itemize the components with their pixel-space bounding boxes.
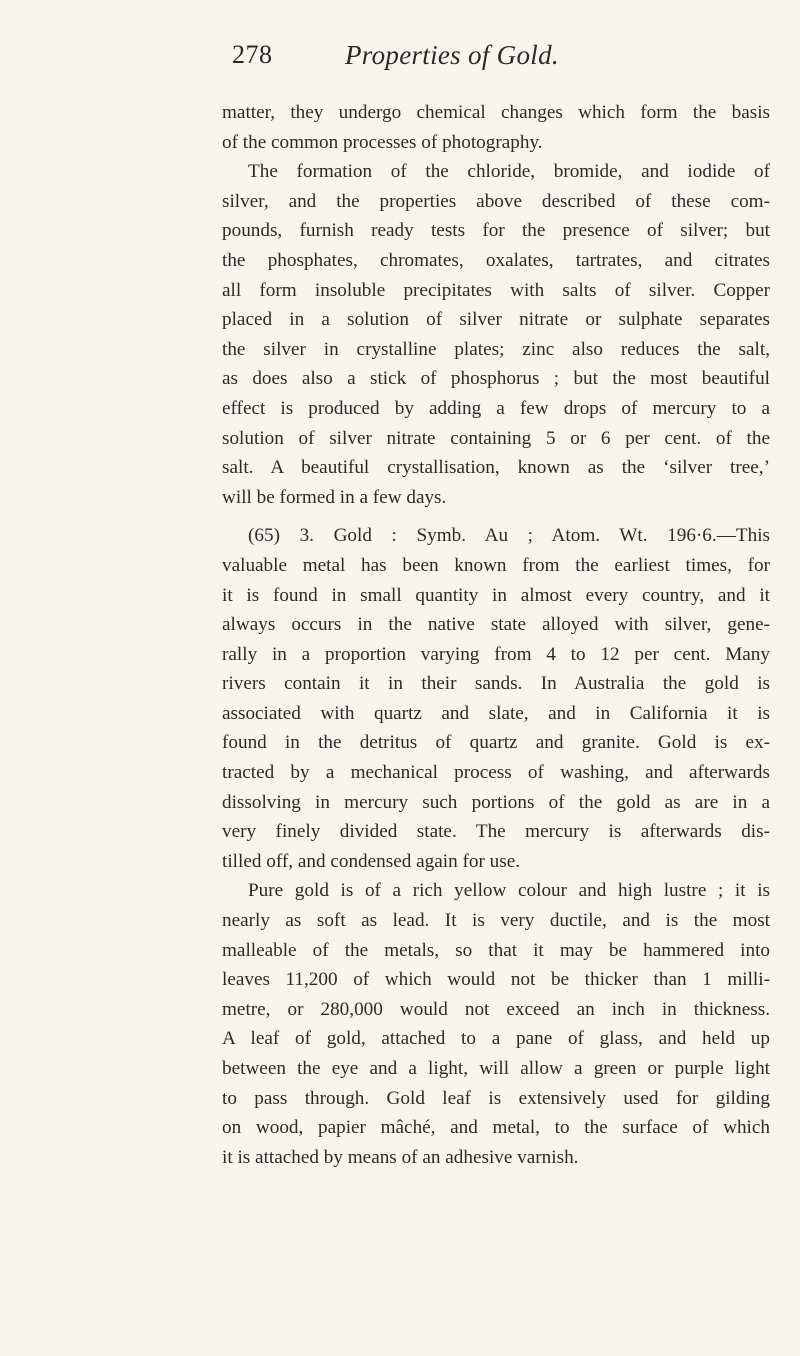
text-line: effect is produced by adding a few drops of mercury to a [222,397,770,419]
text-line: rivers contain it in their sands. In Australia the gold is [222,673,770,695]
text-line: solution of silver nitrate containing 5 or 6 per cent. of the [222,427,770,449]
text-line: associated with quartz and slate, and in California it is [222,702,770,724]
text-line: (65) 3. Gold : Symb. Au ; Atom. Wt. 196·6.—This [248,525,770,547]
page-number: 278 [232,40,273,69]
text-line: pounds, furnish ready tests for the presence of silver; but [222,220,770,242]
running-title: Properties of Gold. [345,40,559,70]
text-line: on wood, papier mâché, and metal, to the surface of which [222,1117,770,1139]
text-line: the silver in crystalline plates; zinc also reduces the salt, [222,338,770,360]
text-line: malleable of the metals, so that it may be hammered into [222,939,770,961]
paragraph [222,98,770,157]
text-line: will be formed in a few days. [222,486,447,508]
paragraph [222,876,770,1172]
text-line: leaves 11,200 of which would not be thicker than 1 milli- [222,969,770,991]
body-text [222,98,770,1172]
text-line: the phosphates, chromates, oxalates, tartrates, and citrates [222,249,770,271]
paragraph [222,157,770,512]
text-line: it is found in small quantity in almost every country, and it [222,584,770,606]
text-line: matter, they undergo chemical changes which form the basis [222,102,770,123]
paragraph-gap [222,512,770,521]
text-line: rally in a proportion varying from 4 to 12 per cent. Many [222,643,770,665]
text-line: The formation of the chloride, bromide, and iodide of [248,161,770,183]
text-line: silver, and the properties above described of these com- [222,190,770,212]
text-line: as does also a stick of phosphorus ; but the most beautiful [222,368,770,390]
text-line: dissolving in mercury such portions of the gold as are in a [222,791,770,813]
text-line: to pass through. Gold leaf is extensively used for gilding [222,1087,770,1109]
text-line: found in the detritus of quartz and granite. Gold is ex- [222,732,770,754]
text-line: it is attached by means of an adhesive varnish. [222,1146,579,1168]
text-line: placed in a solution of silver nitrate or sulphate separates [222,309,770,331]
paragraph [222,521,770,876]
text-line: valuable metal has been known from the earliest times, for [222,554,770,576]
text-line: A leaf of gold, attached to a pane of glass, and held up [222,1028,770,1050]
text-line: Pure gold is of a rich yellow colour and high lustre ; it is [248,880,770,902]
page-header [0,40,800,82]
text-line: all form insoluble precipitates with salts of silver. Copper [222,279,770,301]
text-line: metre, or 280,000 would not exceed an inch in thickness. [222,998,770,1020]
text-line: tracted by a mechanical process of washing, and afterwards [222,762,770,784]
text-line: always occurs in the native state alloyed with silver, gene- [222,614,770,636]
text-line: very finely divided state. The mercury is afterwards dis- [222,821,770,843]
text-line: salt. A beautiful crystallisation, known as the ‘silver tree,’ [222,457,770,479]
text-line: nearly as soft as lead. It is very ductile, and is the most [222,910,770,932]
text-line: tilled off, and condensed again for use. [222,850,521,872]
text-line: between the eye and a light, will allow a green or purple light [222,1058,770,1079]
text-line: of the common processes of photography. [222,131,543,153]
